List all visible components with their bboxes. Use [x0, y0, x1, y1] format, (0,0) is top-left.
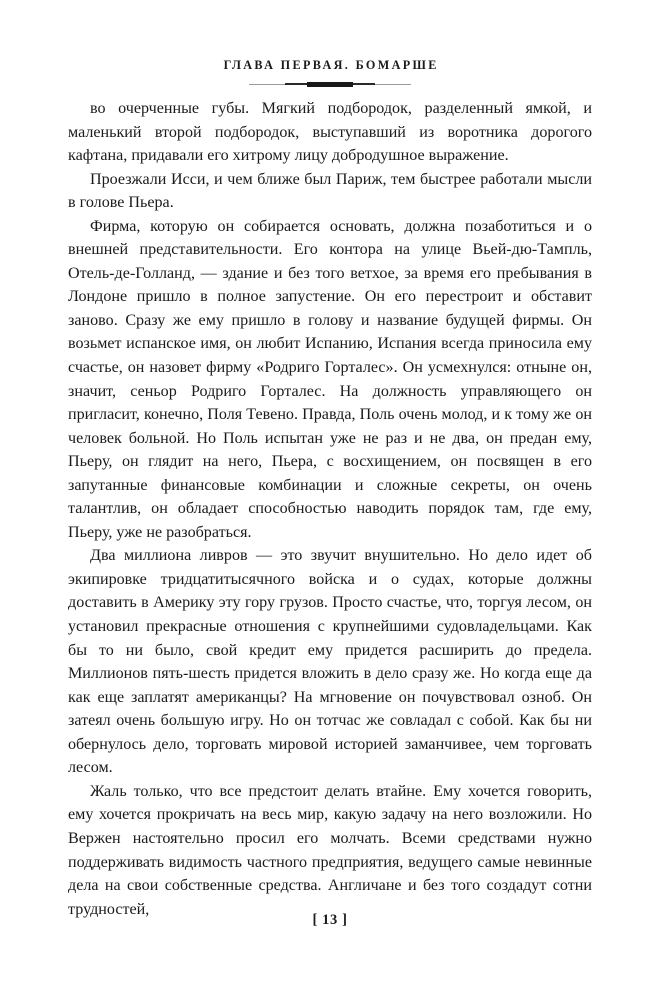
paragraph: Фирма, которую он собирается основать, должна позаботиться и о внешней представительности. Его контора на улице Вьей-дю-Тампль, Отель-де-Голланд, — здание и без того ветхое, за время его пребывания в Лондоне пришло в полное запустение. Он его перестроит и обставит заново. Сразу же ему пришло в голову и название будущей фирмы. Он возьмет испанское имя, он любит Испанию, Испания всегда приносила ему счастье, он назовет фирму «Родриго Горталес». Он усмехнулся: отныне он, значит, сеньор Родриго Горталес. На должность управляющего он пригласит, конечно, Поля Тевено. Правда, Поль очень молод, и к тому же он человек больной. Но Поль испытан уже не раз и не два, он предан ему, Пьеру, он глядит на него, Пьера, с восхищением, он посвящен в его запутанные финансовые комбинации и сложные секреты, он очень талантлив, он обладает способностью наводить порядок там, где ему, Пьеру, уже не разобраться. [68, 217, 592, 541]
rule-thin-right [375, 84, 411, 85]
rule-medium-right [353, 83, 375, 85]
paragraph: Два миллиона ливров — это звучит внушительно. Но дело идет об экипировке тридцатитысячного войска и о судах, которые должны доставить в Америку эту гору грузов. Просто счастье, что, торгуя лесом, он установил прекрасные отношения с крупнейшими судовладельцами. Как бы то ни было, свой кредит ему придется расширить до предела. Миллионов пять-шесть придется вложить в дело сразу же. Но когда еще да как еще заплатят американцы? На мгновение он почувствовал озноб. Он затеял очень большую игру. Но он тотчас же совладал с собой. Как бы ни обернулось дело, торговать мировой историей заманчивее, чем торговать лесом. [68, 547, 592, 777]
rule-medium-left [285, 83, 307, 85]
rule-thick-center [307, 82, 353, 87]
paragraph: во очерченные губы. Мягкий подбородок, разделенный ямкой, и маленький второй подбородок, выступавший из воротника дорогого кафтана, придавали его хитрому лицу добродушное выражение. [68, 100, 592, 165]
paragraph: Проезжали Исси, и чем ближе был Париж, тем быстрее работали мысли в голове Пьера. [68, 170, 592, 212]
body-text-column [68, 97, 592, 921]
tapered-rule-ornament [68, 80, 592, 88]
running-head: ГЛАВА ПЕРВАЯ. БОМАРШЕ [223, 58, 439, 72]
rule-thin-left [249, 84, 285, 85]
paragraph: Жаль только, что все предстоит делать втайне. Ему хочется говорить, ему хочется прокричать на весь мир, какую задачу на него возложили. Но Вержен настоятельно просил его молчать. Всеми средствами нужно поддерживать видимость частного предприятия, ведущего самые невинные дела на свои собственные средства. Англичане и без того создадут сотни трудностей, [68, 782, 592, 918]
page-number: [ 13 ] [312, 912, 348, 928]
